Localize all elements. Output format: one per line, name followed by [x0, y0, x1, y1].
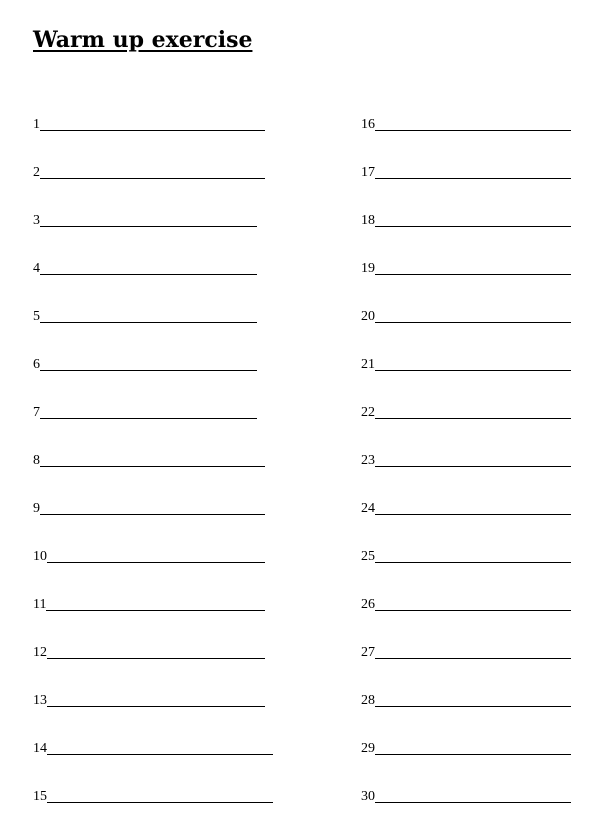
item-number: 25 [361, 549, 375, 564]
answer-item [361, 114, 571, 132]
answer-item [361, 210, 571, 228]
answer-item [33, 738, 273, 756]
answer-line[interactable] [47, 658, 265, 659]
answer-item [33, 162, 265, 180]
item-number: 30 [361, 789, 375, 804]
answer-item [361, 546, 571, 564]
answer-line[interactable] [40, 130, 265, 131]
answer-item [361, 306, 571, 324]
answer-item [33, 642, 265, 660]
answer-line[interactable] [375, 802, 571, 803]
answer-line[interactable] [375, 706, 571, 707]
answer-item [361, 498, 571, 516]
answer-line[interactable] [40, 418, 257, 419]
answer-line[interactable] [40, 370, 257, 371]
item-number: 19 [361, 261, 375, 276]
item-number: 28 [361, 693, 375, 708]
answer-line[interactable] [375, 370, 571, 371]
item-number: 17 [361, 165, 375, 180]
item-number: 5 [33, 309, 40, 324]
item-number: 6 [33, 357, 40, 372]
item-number: 2 [33, 165, 40, 180]
answer-item [33, 354, 257, 372]
item-number: 1 [33, 117, 40, 132]
answer-line[interactable] [375, 562, 571, 563]
answer-line[interactable] [40, 466, 265, 467]
item-number: 22 [361, 405, 375, 420]
answer-item [33, 306, 257, 324]
answer-line[interactable] [375, 514, 571, 515]
answer-line[interactable] [40, 274, 257, 275]
answer-line[interactable] [375, 754, 571, 755]
answer-item [33, 498, 265, 516]
answer-line[interactable] [40, 178, 265, 179]
answer-item [361, 738, 571, 756]
answer-line[interactable] [47, 802, 273, 803]
answer-line[interactable] [46, 610, 265, 611]
answer-item [361, 690, 571, 708]
worksheet-title: Warm up exercise [33, 27, 253, 53]
answer-item [33, 786, 273, 804]
item-number: 15 [33, 789, 47, 804]
answer-line[interactable] [375, 466, 571, 467]
item-number: 9 [33, 501, 40, 516]
answer-item [361, 402, 571, 420]
answer-item [33, 594, 265, 612]
answer-item [33, 114, 265, 132]
answer-item [33, 258, 257, 276]
answer-line[interactable] [375, 418, 571, 419]
answer-line[interactable] [47, 754, 273, 755]
answer-item [361, 162, 571, 180]
item-number: 7 [33, 405, 40, 420]
item-number: 8 [33, 453, 40, 468]
item-number: 18 [361, 213, 375, 228]
answer-item [361, 786, 571, 804]
item-number: 29 [361, 741, 375, 756]
answer-line[interactable] [40, 322, 257, 323]
answer-line[interactable] [375, 322, 571, 323]
item-number: 26 [361, 597, 375, 612]
answer-item [361, 354, 571, 372]
item-number: 10 [33, 549, 47, 564]
item-number: 21 [361, 357, 375, 372]
answer-line[interactable] [375, 610, 571, 611]
answer-item [33, 690, 265, 708]
item-number: 27 [361, 645, 375, 660]
answer-line[interactable] [375, 226, 571, 227]
item-number: 20 [361, 309, 375, 324]
item-number: 11 [33, 597, 47, 612]
answer-line[interactable] [375, 178, 571, 179]
answer-line[interactable] [375, 130, 571, 131]
answer-item [33, 450, 265, 468]
answer-line[interactable] [47, 706, 265, 707]
answer-item [33, 402, 257, 420]
answer-item [33, 210, 257, 228]
item-number: 23 [361, 453, 375, 468]
item-number: 24 [361, 501, 375, 516]
item-number: 16 [361, 117, 375, 132]
answer-item [361, 642, 571, 660]
answer-line[interactable] [375, 274, 571, 275]
answer-item [33, 546, 265, 564]
item-number: 14 [33, 741, 47, 756]
answer-item [361, 594, 571, 612]
answer-line[interactable] [47, 562, 265, 563]
item-number: 12 [33, 645, 47, 660]
item-number: 3 [33, 213, 40, 228]
answer-item [361, 450, 571, 468]
item-number: 4 [33, 261, 40, 276]
answer-line[interactable] [40, 514, 265, 515]
answer-line[interactable] [375, 658, 571, 659]
answer-item [361, 258, 571, 276]
item-number: 13 [33, 693, 47, 708]
answer-line[interactable] [40, 226, 257, 227]
